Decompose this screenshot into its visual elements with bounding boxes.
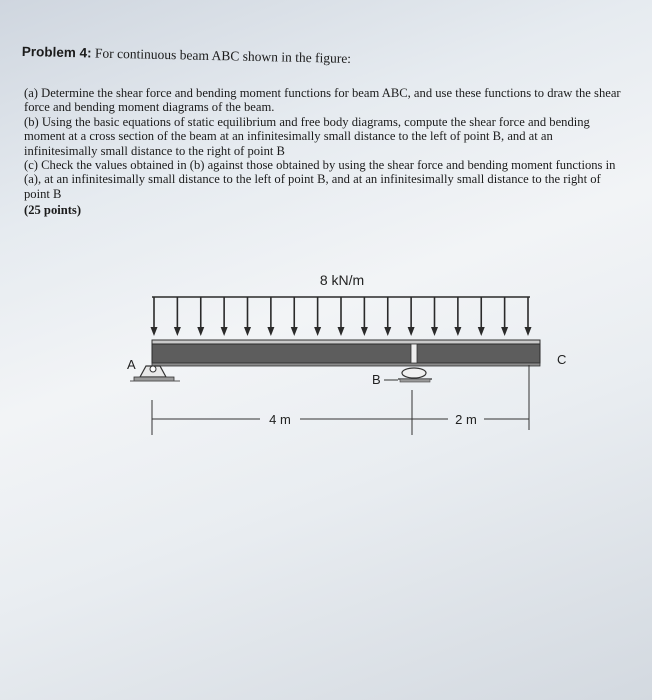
load-arrow-head	[338, 327, 345, 336]
load-arrow-head	[525, 327, 532, 336]
dimension-bc: 2 m	[455, 412, 477, 427]
label-b: B	[372, 372, 381, 387]
load-arrow-head	[361, 327, 368, 336]
load-arrow-head	[501, 327, 508, 336]
load-arrow-head	[454, 327, 461, 336]
load-arrow-head	[384, 327, 391, 336]
load-arrow-head	[431, 327, 438, 336]
beam-top-flange	[152, 340, 540, 344]
load-arrow-head	[478, 327, 485, 336]
problem-number: Problem 4:	[21, 44, 92, 61]
beam-bottom-flange	[152, 363, 540, 366]
beam-figure	[0, 265, 652, 445]
label-a: A	[127, 357, 136, 372]
problem-statement	[24, 86, 628, 218]
dimension-ab: 4 m	[269, 412, 291, 427]
load-arrow-head	[408, 327, 415, 336]
pin-support-a	[130, 366, 180, 381]
load-arrow-head	[244, 327, 251, 336]
problem-title: For continuous beam ABC shown in the figure:	[94, 45, 352, 66]
load-arrows	[151, 297, 532, 336]
load-arrow-head	[197, 327, 204, 336]
points-label: (25 points)	[24, 203, 82, 218]
label-c: C	[557, 352, 567, 367]
load-arrow-head	[174, 327, 181, 336]
hinge-b	[411, 344, 417, 363]
load-arrow-head	[314, 327, 321, 336]
load-arrow-head	[291, 327, 298, 336]
part-a: (a) Determine the shear force and bending moment functions for beam ABC, and use these functions to draw the shear force and bending moment diagrams of the beam.	[24, 86, 621, 115]
load-label: 8 kN/m	[319, 272, 365, 288]
load-arrow-head	[267, 327, 274, 336]
distributed-load	[151, 297, 532, 336]
load-arrow-head	[151, 327, 158, 336]
part-b: (b) Using the basic equations of static equilibrium and free body diagrams, compute the shear force and bending moment at a cross section of the beam at an infinitesimally small distance to the left of point B, and at an infinitesimally small distance to the right of point B	[24, 114, 590, 158]
part-c: (c) Check the values obtained in (b) against those obtained by using the shear force and bending moment functions in (a), at an infinitesimally small distance to the left of point B, and at an infinitesimally small distance to the right of point B	[24, 158, 616, 201]
problem-header	[22, 44, 622, 73]
beam-body	[152, 344, 540, 363]
load-arrow-head	[221, 327, 228, 336]
roller-support-b	[398, 368, 432, 382]
